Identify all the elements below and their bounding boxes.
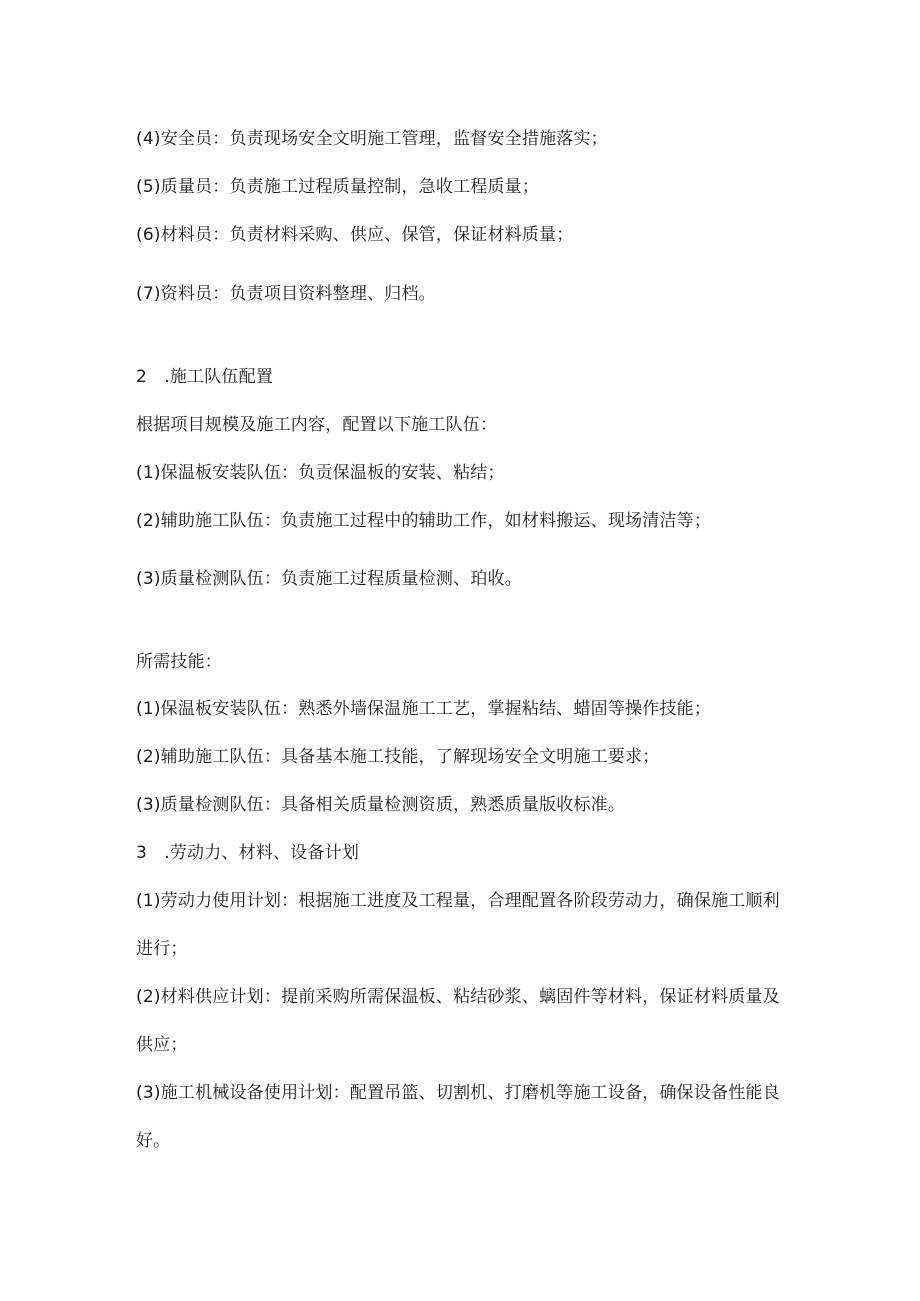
section-2-intro: 根据项目规模及施工内容，配置以下施工队伍： xyxy=(136,415,498,435)
skills-heading: 所需技能： xyxy=(136,652,222,672)
team-quality-inspection: (3)质量检测队伍：负责施工过程质量检测、珀收。 xyxy=(136,569,522,589)
plan-material-line-1: (2)材料供应计划：提前采购所需保温板、粘结砂浆、螭固件等材料，保证材料质量及 xyxy=(136,987,780,1007)
skill-auxiliary: (2)辅助施工队伍：具备基本施工技能，了解现场安全文明施工要求； xyxy=(136,747,660,767)
plan-equipment-line-1: (3)施工机械设备使用计划：配置吊篮、切割机、打磨机等施工设备，确保设备性能良 xyxy=(136,1083,780,1103)
section-3-heading: 3 .劳动力、材料、设备计划 xyxy=(136,843,360,863)
plan-equipment-line-2: 好。 xyxy=(136,1131,171,1151)
skill-quality-inspection: (3)质量检测队伍：具备相关质量检测资质，熟悉质量版收标准。 xyxy=(136,795,626,815)
team-insulation-install: (1)保温板安装队伍：负贡保温板的安装、粘结； xyxy=(136,463,505,483)
team-auxiliary: (2)辅助施工队伍：负责施工过程中的辅助工作，如材料搬运、现场清洁等； xyxy=(136,511,712,531)
plan-labor-line-1: (1)劳动力使用计划：根据施工进度及工程量，合理配置各阶段劳动力，确保施工顺利 xyxy=(136,891,780,911)
role-safety-officer: (4)安全员：负责现场安全文明施工管理，监督安全措施落实； xyxy=(136,129,608,149)
plan-labor-line-2: 进行； xyxy=(136,939,188,959)
section-2-heading: 2 .施工队伍配置 xyxy=(136,367,274,387)
skill-insulation-install: (1)保温板安装队伍：熟悉外墙保温施工工艺，掌握粘结、蜡固等操作技能； xyxy=(136,699,712,719)
role-material-officer: (6)材料员：负责材料采购、供应、保管，保证材料质量； xyxy=(136,225,574,245)
plan-material-line-2: 供应； xyxy=(136,1035,188,1055)
role-quality-officer: (5)质量员：负责施工过程质量控制，急收工程质量； xyxy=(136,177,540,197)
role-document-officer: (7)资料员：负责项目资料整理、归档。 xyxy=(136,284,436,304)
